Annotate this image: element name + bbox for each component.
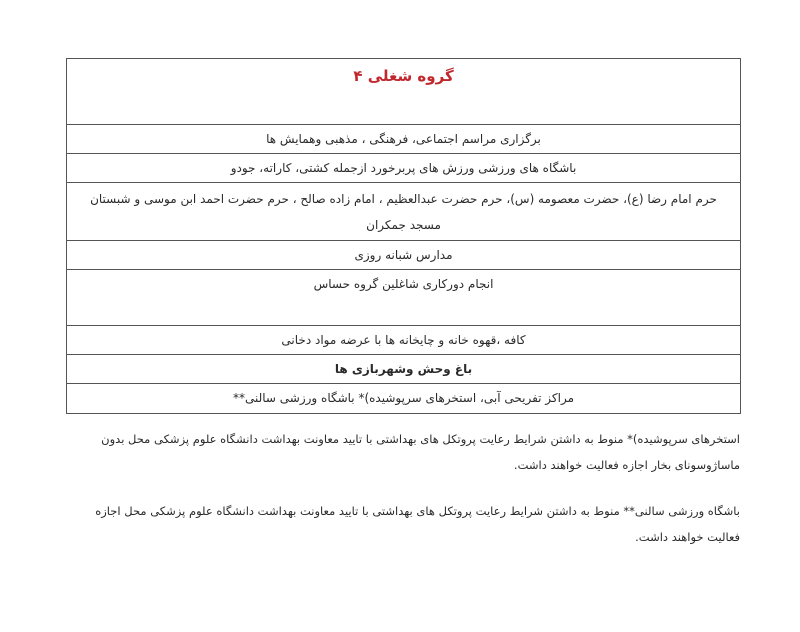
table-row: مراکز تفریحی آبی، استخرهای سرپوشیده)* باشگاه ورزشی سالنی** <box>232 391 575 405</box>
table-header <box>67 59 740 125</box>
table-title: گروه شغلی ۴ <box>353 67 454 85</box>
table-row: مدارس شبانه روزی <box>67 241 740 270</box>
table-row: انجام دورکاری شاغلین گروه حساس <box>67 270 740 326</box>
table-row: باشگاه های ورزشی ورزش های پربرخورد ازجمله کشتی، کاراته، جودو <box>67 154 740 183</box>
footnote-indoor-pools: استخرهای سرپوشیده)* منوط به داشتن شرایط رعایت پروتکل های بهداشتی با تایید معاونت بهداشت دانشگاه علوم پزشکی محل بدون ماساژوسونای بخار اجازه فعالیت خواهند داشت. <box>101 432 740 472</box>
table-row: باغ وحش وشهربازی ها <box>67 355 740 384</box>
footnote-indoor-gyms: باشگاه ورزشی سالنی** منوط به داشتن شرایط رعایت پروتکل های بهداشتی با تایید معاونت بهداشت دانشگاه علوم پزشکی محل اجازه فعالیت خواهند داشت. <box>95 504 740 544</box>
table-row: حرم امام رضا (ع)، حضرت معصومه (س)، حرم حضرت عبدالعظیم ، امام زاده صالح ، حرم حضرت احمد ابن موسی و شبستان مسجد جمکران <box>67 183 740 241</box>
occupational-group-table <box>66 58 741 414</box>
table-row: برگزاری مراسم اجتماعی، فرهنگی ، مذهبی وهمایش ها <box>67 125 740 154</box>
table-row: کافه ،قهوه خانه و چایخانه ها با عرضه مواد دخانی <box>67 326 740 355</box>
